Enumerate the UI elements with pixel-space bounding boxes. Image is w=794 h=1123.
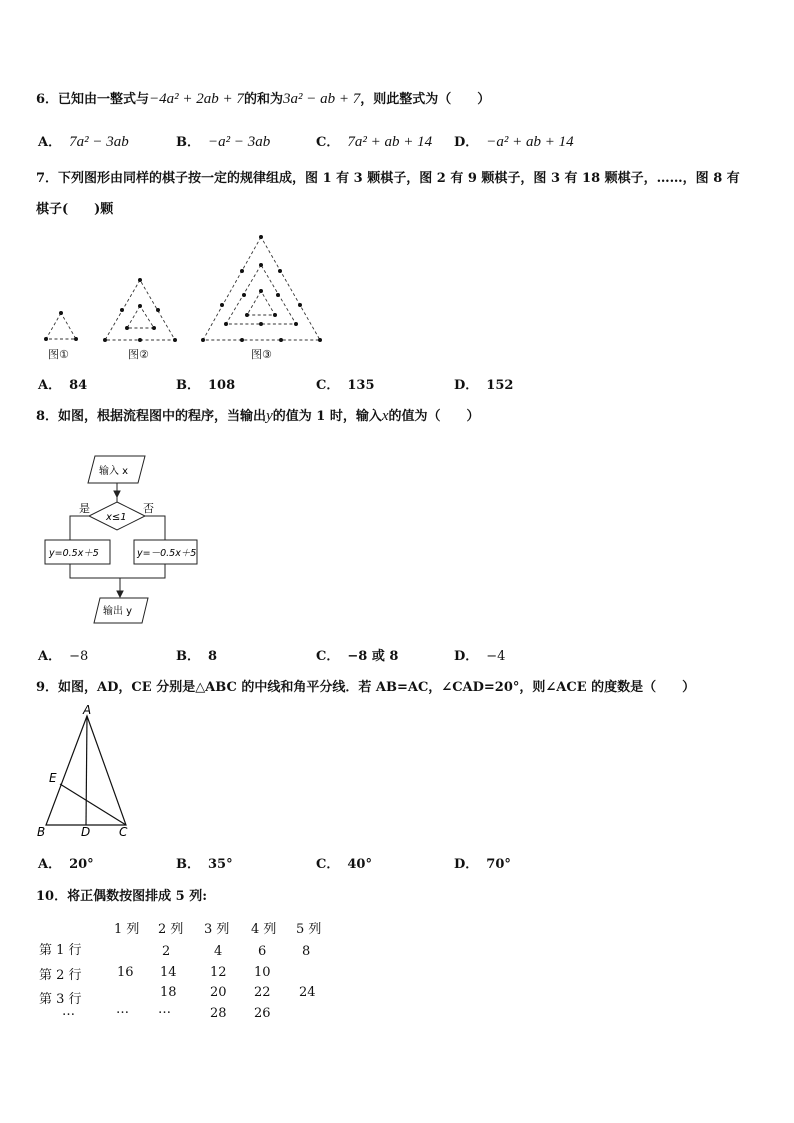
option-b[interactable]: B． 8 bbox=[176, 649, 218, 664]
option-c[interactable]: C． 40° bbox=[316, 857, 372, 872]
question-text: 已知由一整式与 bbox=[58, 92, 150, 107]
column-header: 1 列 bbox=[114, 922, 140, 937]
option-a[interactable]: A． 7a² − 3ab bbox=[38, 134, 129, 150]
point-label-c: C bbox=[119, 825, 128, 839]
table-cell: 10 bbox=[254, 965, 271, 980]
table-cell: 20 bbox=[210, 985, 227, 1000]
table-cell: 6 bbox=[258, 944, 267, 959]
math-expression: 3a² − ab + 7 bbox=[282, 91, 361, 107]
row-label: … bbox=[62, 1004, 75, 1019]
point-label-a: A bbox=[83, 703, 92, 717]
math-expression: −4a² + 2ab + 7 bbox=[149, 91, 244, 107]
table-cell: 4 bbox=[214, 944, 223, 959]
table-cell: 14 bbox=[160, 965, 177, 980]
table-cell: 8 bbox=[302, 944, 311, 959]
point-label-e: E bbox=[49, 771, 57, 785]
question-text: 的和为 bbox=[243, 92, 283, 107]
table-cell: … bbox=[158, 1002, 171, 1017]
question-text: 将正偶数按图排成 5 列: bbox=[67, 889, 207, 904]
column-header: 5 列 bbox=[296, 922, 322, 937]
flow-yes-label: 是 bbox=[79, 502, 90, 515]
option-b[interactable]: B． 35° bbox=[176, 857, 233, 872]
column-header: 2 列 bbox=[158, 922, 184, 937]
row-label: 第 2 行 bbox=[39, 968, 82, 983]
variable: y bbox=[266, 408, 273, 424]
option-a[interactable]: A． 20° bbox=[38, 857, 94, 872]
flow-no-label: 否 bbox=[143, 502, 154, 515]
option-d[interactable]: D． 70° bbox=[454, 857, 511, 872]
table-cell: … bbox=[116, 1002, 129, 1017]
option-c[interactable]: C． 135 bbox=[316, 378, 375, 393]
option-b[interactable]: B． 108 bbox=[176, 378, 236, 393]
question-10-stem bbox=[36, 885, 207, 904]
flow-output-label: 输出 y bbox=[103, 606, 133, 617]
flow-input-label: 输入 x bbox=[99, 466, 129, 477]
option-c[interactable]: C． −8 或 8 bbox=[316, 649, 399, 664]
question-number: 8． bbox=[36, 409, 59, 424]
question-number: 9． bbox=[36, 680, 59, 695]
figure-label: 图② bbox=[128, 348, 149, 361]
option-d[interactable]: D． −a² + ab + 14 bbox=[454, 134, 574, 150]
question-number: 10． bbox=[36, 889, 68, 904]
flow-left-formula: y=0.5x＋5 bbox=[49, 548, 99, 559]
question-text: 如图，根据流程图中的程序，当输出 bbox=[58, 409, 267, 424]
option-c[interactable]: C． 7a² + ab + 14 bbox=[316, 134, 433, 150]
point-label-b: B bbox=[37, 825, 46, 839]
table-cell: 12 bbox=[210, 965, 227, 980]
table-cell: 2 bbox=[162, 944, 171, 959]
table-cell: 26 bbox=[254, 1006, 271, 1021]
question-text: 下列图形由同样的棋子按一定的规律组成，图 1 有 3 颗棋子，图 2 有 9 颗棋子，图 3 有 18 颗棋子，……，图 8 有 bbox=[58, 171, 740, 186]
column-header: 4 列 bbox=[251, 922, 277, 937]
bisector-ce bbox=[60, 784, 126, 825]
table-cell: 22 bbox=[254, 985, 271, 1000]
row-label: 第 3 行 bbox=[39, 992, 82, 1007]
option-d[interactable]: D． −4 bbox=[454, 649, 506, 664]
variable: x bbox=[381, 408, 389, 424]
column-header: 3 列 bbox=[204, 922, 230, 937]
flow-right-formula: y=－0.5x＋5 bbox=[137, 548, 197, 559]
option-d[interactable]: D． 152 bbox=[454, 378, 514, 393]
question-number: 7． bbox=[36, 171, 59, 186]
question-7-stem-cont: 棋子( )颗 bbox=[36, 202, 114, 217]
figure-label: 图① bbox=[48, 348, 69, 361]
row-label: 第 1 行 bbox=[39, 943, 82, 958]
question-number: 6． bbox=[36, 92, 59, 107]
table-cell: 24 bbox=[299, 985, 316, 1000]
point-label-d: D bbox=[81, 825, 91, 839]
flow-condition-label: x≤1 bbox=[106, 512, 127, 523]
median-ad bbox=[86, 716, 87, 825]
option-b[interactable]: B． −a² − 3ab bbox=[176, 134, 271, 150]
option-a[interactable]: A． −8 bbox=[38, 649, 89, 664]
question-text: 的值为 1 时，输入 bbox=[272, 409, 382, 424]
question-text: 如图，AD，CE 分别是△ABC 的中线和角平分线．若 AB=AC，∠CAD=20°，则∠ACE 的度数是（ ） bbox=[58, 680, 696, 695]
table-cell: 28 bbox=[210, 1006, 227, 1021]
option-a[interactable]: A． 84 bbox=[38, 378, 88, 393]
table-cell: 16 bbox=[117, 965, 134, 980]
figure-label: 图③ bbox=[251, 348, 272, 361]
question-text: 的值为（ ） bbox=[388, 409, 480, 424]
question-text: ，则此整式为（ ） bbox=[360, 92, 491, 107]
table-cell: 18 bbox=[160, 985, 177, 1000]
